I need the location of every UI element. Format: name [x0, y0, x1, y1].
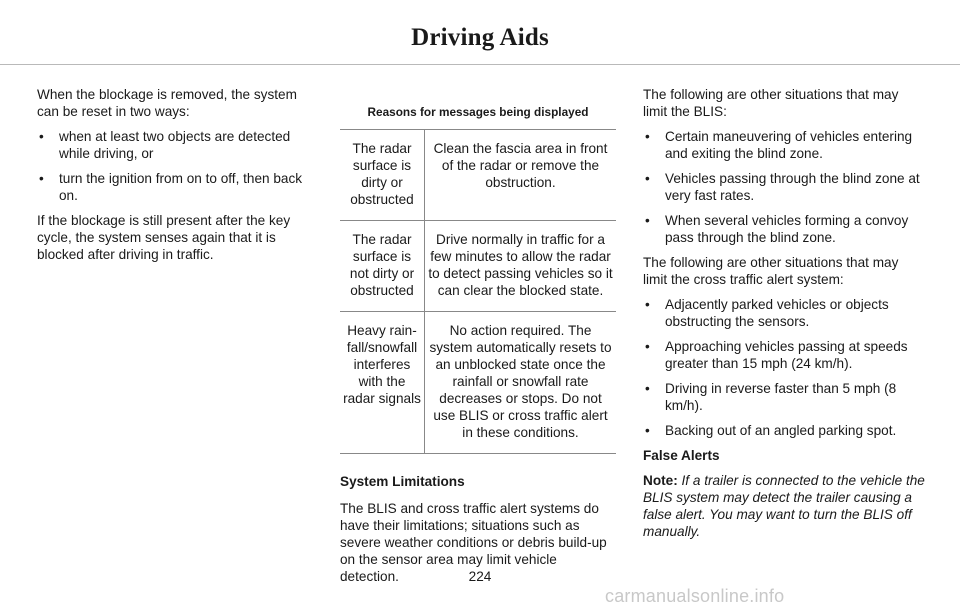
- blis-intro: The following are other situations that may limit the BLIS:: [643, 87, 899, 119]
- note-paragraph: [643, 472, 925, 540]
- middle-column: [340, 100, 616, 585]
- table-cell-cause: The radar surface is not dirty or obstructed: [340, 221, 425, 312]
- table-cell-action: Drive normally in traffic for a few minutes to allow the radar to detect passing vehicles so it can clear the blocked state.: [425, 221, 617, 312]
- table-row: [340, 130, 616, 221]
- list-item: • Backing out of an angled parking spot.: [643, 422, 925, 439]
- reset-bullets: [37, 128, 317, 204]
- watermark: carmanualsonline.info: [605, 586, 785, 606]
- table-row: [340, 221, 616, 312]
- table-row: [340, 312, 616, 454]
- note-text: If a trailer is connected to the vehicle the BLIS system may detect the trailer causing a false alert. You may want to turn the BLIS off manually.: [643, 473, 925, 539]
- reset-intro: When the blockage is removed, the system can be reset in two ways:: [37, 87, 297, 119]
- table-cell-cause: Heavy rain-fall/snowfall interferes with the radar signals: [340, 312, 425, 454]
- table-cell-action: Clean the fascia area in front of the radar or remove the obstruction.: [425, 130, 617, 221]
- list-item: • Vehicles passing through the blind zone at very fast rates.: [643, 170, 925, 204]
- list-item: • when at least two objects are detected while driving, or: [37, 128, 317, 162]
- list-item: • When several vehicles forming a convoy pass through the blind zone.: [643, 212, 925, 246]
- system-limitations-body: The BLIS and cross traffic alert systems do have their limitations; situations such as severe weather conditions or debris build-up on the sensor area may limit vehicle detection.: [340, 501, 607, 584]
- cross-traffic-intro: The following are other situations that may limit the cross traffic alert system:: [643, 255, 899, 287]
- list-item: • Driving in reverse faster than 5 mph (8 km/h).: [643, 380, 925, 414]
- header-divider: [0, 64, 960, 65]
- table-cell-cause: The radar surface is dirty or obstructed: [340, 130, 425, 221]
- system-limitations-heading: System Limitations: [340, 474, 465, 489]
- blockage-closing: If the blockage is still present after the key cycle, the system senses again that it is blocked after driving in traffic.: [37, 213, 291, 262]
- list-item: • Approaching vehicles passing at speeds greater than 15 mph (24 km/h).: [643, 338, 925, 372]
- false-alerts-heading: False Alerts: [643, 448, 720, 463]
- reasons-table: [340, 100, 616, 454]
- list-item: • Adjacently parked vehicles or objects obstructing the sensors.: [643, 296, 925, 330]
- cross-traffic-bullets: [643, 296, 925, 439]
- right-column: [643, 86, 925, 548]
- list-item: • Certain maneuvering of vehicles entering and exiting the blind zone.: [643, 128, 925, 162]
- list-item: • turn the ignition from on to off, then back on.: [37, 170, 317, 204]
- left-column: [37, 86, 317, 271]
- note-label: Note:: [643, 473, 678, 488]
- page-number: 224: [468, 569, 492, 584]
- page-title: Driving Aids: [411, 24, 549, 51]
- blis-bullets: [643, 128, 925, 246]
- table-cell-action: No action required. The system automatically resets to an unblocked state once the rainfall or snowfall rate decreases or stops. Do not use BLIS or cross traffic alert in these conditions.: [425, 312, 617, 454]
- table-header: Reasons for messages being displayed: [340, 100, 616, 130]
